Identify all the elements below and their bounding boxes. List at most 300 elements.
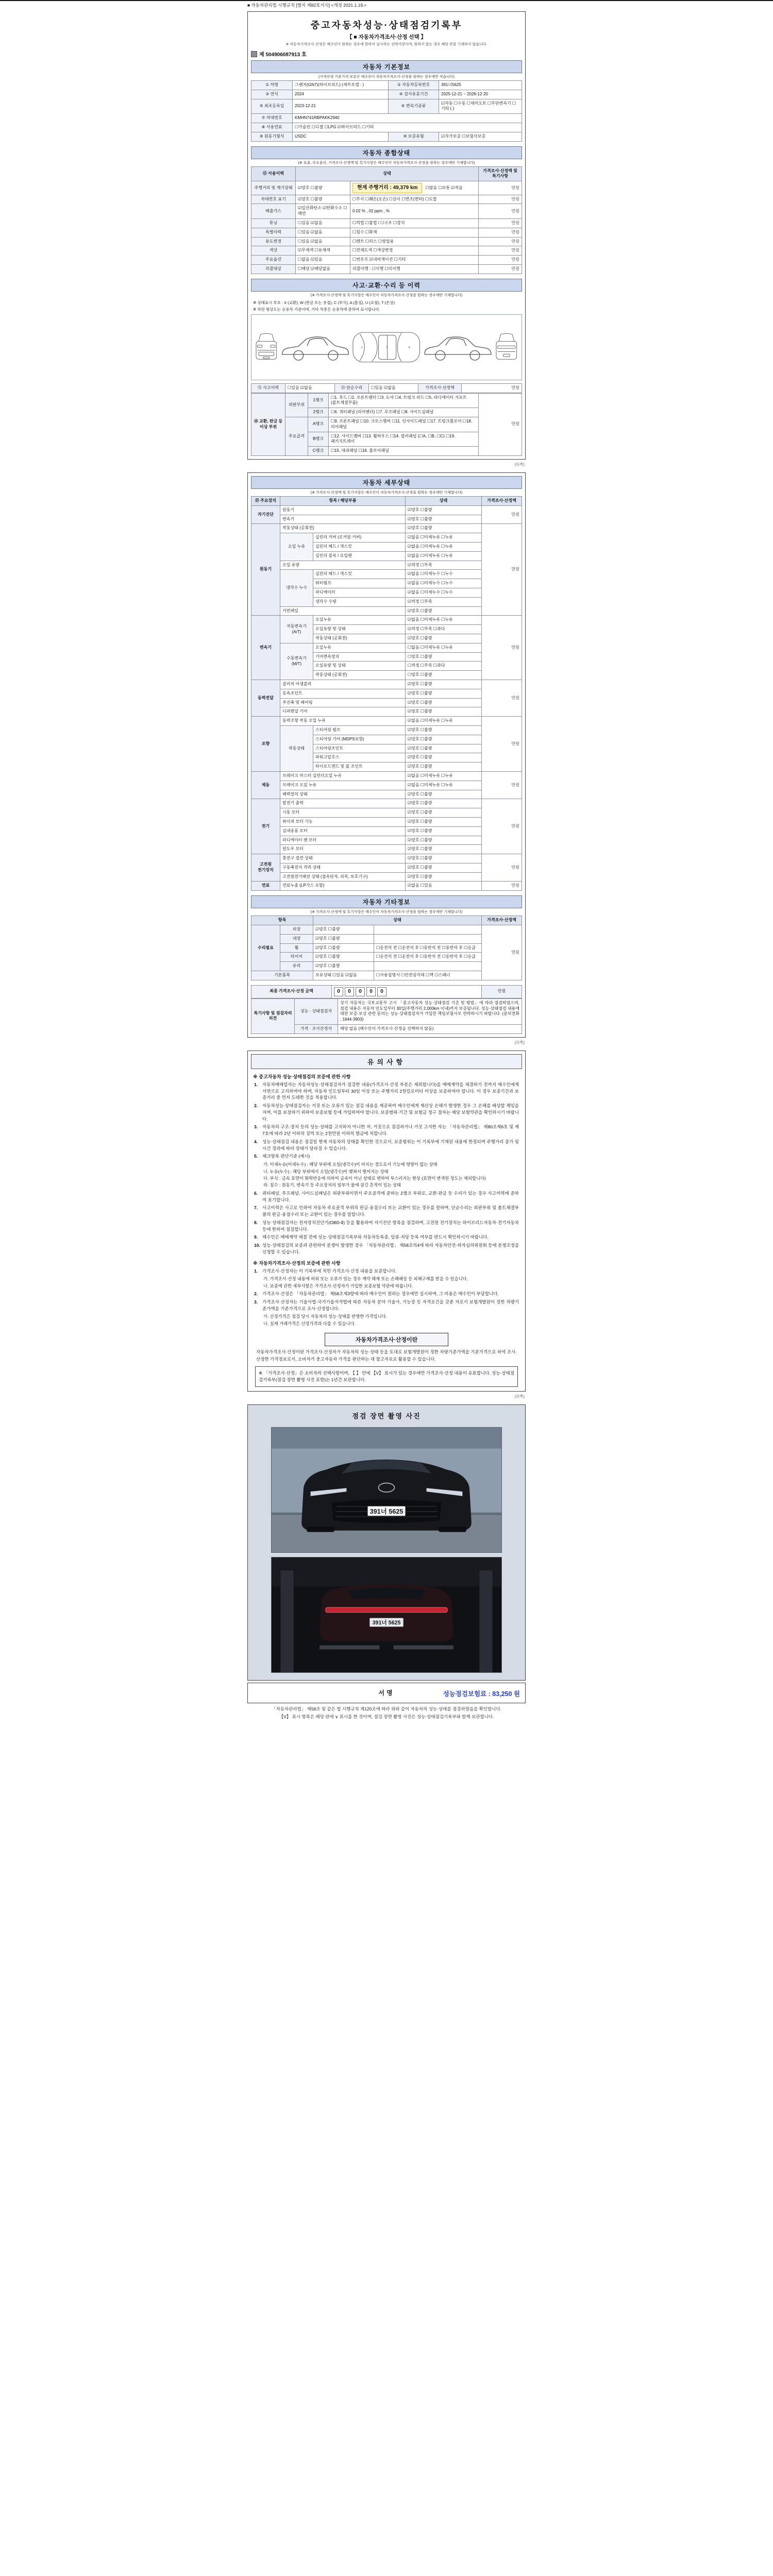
sub-group-label: 작동상태 bbox=[280, 725, 313, 771]
detail-row bbox=[251, 561, 522, 570]
field-value: ☐가솔린 ☐디젤 ☐LPG ☑하이브리드 ☐기타 bbox=[293, 123, 522, 132]
item-name: 고전원전기배선 상태 (접속단자, 피복, 보호기구) bbox=[280, 872, 406, 882]
rank-row bbox=[251, 393, 522, 408]
panel-label: ⑭ 교환, 판금 등 이상 부위 bbox=[251, 393, 285, 455]
notice-item bbox=[254, 1139, 519, 1152]
notice-number: 8. bbox=[254, 1219, 258, 1225]
insurance-fee-value: 83,250 원 bbox=[492, 1690, 520, 1698]
amount-cell: 만원 bbox=[462, 383, 522, 393]
detail-row bbox=[251, 533, 522, 543]
field-label: ⑦ 차대번호 bbox=[251, 114, 293, 123]
field-label: ⑤ 최초등록일 bbox=[251, 99, 293, 114]
price-digits bbox=[334, 987, 388, 996]
status-checkboxes: ☑없음 ☐미세누유 ☐누유 bbox=[406, 533, 482, 543]
rank-label: B랭크 bbox=[308, 432, 329, 447]
item-label: 리콜대상 bbox=[251, 265, 296, 274]
insurance-fee bbox=[443, 1689, 520, 1698]
panel-number-hood: 1 bbox=[361, 346, 363, 349]
status-checkboxes: ☑양호 ☐불량 bbox=[406, 799, 482, 808]
comp-row bbox=[251, 204, 522, 219]
status-checkboxes: ☑양호 ☐불량 bbox=[406, 725, 482, 735]
col-status: 상태 bbox=[296, 166, 479, 181]
notice-number: 10. bbox=[254, 1243, 260, 1248]
notice-number: 1. bbox=[254, 1081, 258, 1087]
col-amount: 가격조사·산정액 및 특기사항 bbox=[479, 166, 522, 181]
status-checkboxes: ☑양호 ☐불량 bbox=[406, 735, 482, 744]
notice-item bbox=[254, 1081, 519, 1101]
notice-intro: ※ 중고자동차 성능·상태점검의 보증에 관한 사항 bbox=[253, 1074, 351, 1079]
item-label: 색상 bbox=[251, 246, 296, 256]
outer-panel-label: 외판부위 bbox=[285, 393, 308, 417]
status-checkboxes: ☑무채색 ☐유채색 bbox=[296, 246, 350, 256]
amount-cell: 만원 bbox=[482, 616, 522, 680]
item-name: 기어변속장치 bbox=[313, 652, 406, 662]
col-major-device: ⑮ 주요장치 bbox=[251, 497, 280, 506]
etc-row bbox=[251, 925, 522, 935]
detail-row bbox=[251, 698, 522, 707]
item-name: 실린더 헤드 / 개스킷 bbox=[313, 543, 406, 552]
rank-items: ☐15. 대쉬패널 ☐16. 플로어패널 bbox=[329, 447, 479, 456]
table-header-row bbox=[251, 166, 522, 181]
item-name: 스티어링조인트 bbox=[313, 744, 406, 753]
detail-row bbox=[251, 781, 522, 790]
detail-row bbox=[251, 854, 522, 863]
price-digit: 0 bbox=[334, 987, 343, 996]
notice-number: 2. bbox=[254, 1103, 258, 1109]
item-detail: ☐렌트 ☐리스 ☐영업용 bbox=[350, 237, 479, 246]
basic-table bbox=[251, 80, 522, 142]
sub-group-label: 자동변속기 (A/T) bbox=[280, 616, 313, 643]
detail-row bbox=[251, 643, 522, 652]
accident-note: (※ 가격조사·산정액 및 특기사항은 매수인이 자동차가격조사·산정을 원하는 경우에만 기재합니다) bbox=[310, 293, 463, 297]
status-checkboxes: ☑적정 ☐부족 bbox=[406, 561, 482, 570]
item-name: 실린더 커버 (로커암 커버) bbox=[313, 533, 406, 543]
diagram-legend: ※ 하단 형상도는 승용차 기준이며, 기타 차종은 승용차에 준하여 표시합니다. bbox=[253, 307, 380, 312]
print-header bbox=[0, 0, 773, 8]
field-value: 391너5625 bbox=[439, 81, 522, 90]
item-label: 배출가스 bbox=[251, 204, 296, 219]
final-price-table bbox=[251, 985, 522, 998]
detail-row bbox=[251, 616, 522, 625]
panel-number-trunk: 4 bbox=[408, 346, 410, 349]
detail-row bbox=[251, 863, 522, 872]
item-name: 워터펌프 bbox=[313, 579, 406, 588]
amount-label: 가격조사·산정액 bbox=[418, 383, 462, 393]
car-rear-view-diagram bbox=[494, 325, 519, 370]
field-label: ① 차명 bbox=[251, 81, 293, 90]
status-checkboxes: ☑양호 ☐불량 bbox=[406, 753, 482, 762]
status-checkboxes: ☑없음 ☐미세누유 ☐누유 bbox=[406, 543, 482, 552]
field-label: ⑨ 원동기형식 bbox=[251, 132, 293, 141]
notice-item bbox=[254, 1299, 519, 1312]
item-detail: 리콜이행 : ☐이행 ☐미이행 bbox=[350, 265, 479, 274]
rank-label: 2랭크 bbox=[308, 408, 329, 417]
notice-item bbox=[254, 1124, 519, 1137]
notice-list bbox=[251, 1081, 522, 1256]
status-checkboxes: ☐적정 ☐부족 ☐과다 bbox=[406, 662, 482, 671]
license-plate-rear: 391너 5625 bbox=[372, 1620, 401, 1626]
status-checkboxes: ☑양호 ☐불량 bbox=[406, 524, 482, 533]
item-detail bbox=[374, 962, 482, 971]
basic-row bbox=[251, 123, 522, 132]
special-notes-label: 특기사항 및 점검자의 의견 bbox=[251, 998, 295, 1033]
notice-subitem: 가. 산정가격은 점검 당시 자동차의 성능·상태를 반영한 가격입니다. bbox=[263, 1314, 387, 1319]
item-label: 주요옵션 bbox=[251, 256, 296, 265]
item-name: 작동상태 (공회전) bbox=[280, 524, 406, 533]
field-label: ⑧ 사용연료 bbox=[251, 123, 293, 132]
notice-number: 4. bbox=[254, 1139, 258, 1144]
status-checkboxes: 보유상태 ☐있음 ☑없음 bbox=[313, 971, 374, 980]
comp-row bbox=[251, 246, 522, 256]
item-detail: ☐부식 ☐훼손(오손) ☐상이 ☐변조(변타) ☐도말 bbox=[350, 195, 479, 204]
amount-cell: 만원 bbox=[482, 717, 522, 772]
item-name: 원동기 bbox=[280, 505, 406, 515]
etc-row bbox=[251, 934, 522, 943]
item-name: 작동상태 (공회전) bbox=[313, 634, 406, 643]
status-checkboxes: ☑적정 ☐부족 bbox=[406, 597, 482, 606]
amount-cell: 만원 bbox=[482, 882, 522, 891]
page-marker: (뒤쪽) bbox=[514, 462, 525, 467]
basic-row bbox=[251, 99, 522, 114]
license-plate-front: 391너 5625 bbox=[369, 1507, 404, 1515]
comp-row bbox=[251, 181, 522, 195]
col-status: 상태 bbox=[313, 916, 482, 925]
sub-group-label: 수동변속기 (M/T) bbox=[280, 643, 313, 680]
final-price-unit: 만원 bbox=[482, 985, 522, 998]
item-name: 오일누유 bbox=[313, 616, 406, 625]
notice-number: 6. bbox=[254, 1190, 258, 1196]
price-digit: 0 bbox=[366, 987, 376, 996]
accident-history-label: ⑫ 사고이력 bbox=[251, 383, 285, 393]
item-name: 오일 유량 bbox=[280, 561, 406, 570]
notice-subitem: 다. 부식 : 금속 표면이 화학반응에 의하여 금속이 아닌 상태로 변하여 부스러지는 현상 (표면이 변색된 정도는 제외합니다) bbox=[263, 1175, 486, 1181]
status-checkboxes: ☐있음 ☑없음 bbox=[296, 228, 350, 237]
detail-title: 자동차 세부상태 bbox=[251, 476, 522, 489]
item-name: 냉각수 수량 bbox=[313, 597, 406, 606]
item-label: 타이어 bbox=[280, 953, 313, 962]
inspection-photo-front bbox=[271, 1427, 502, 1553]
item-name: 추진축 및 베어링 bbox=[280, 698, 406, 707]
detail-row bbox=[251, 680, 522, 689]
col-usage-history: ⑪ 사용이력 bbox=[251, 166, 296, 181]
detail-row bbox=[251, 845, 522, 854]
notice-text: 사고이력은 사고로 인하여 자동차 주요골격 부위의 판금·용접수리 또는 교환이 있는 경우를 말하며, 단순수리는 외판부위 및 볼트체결부품의 판금·용접수리 또는 교환이 있는 경우를 말합니다. bbox=[262, 1205, 519, 1217]
item-detail: ☐썬루프 ☑네비게이션 ☐기타 bbox=[350, 256, 479, 265]
basic-info-note: (가격산정 기준가격 부분은 매수인이 자동차가격조사·산정을 원하는 경우에만 적습니다) bbox=[318, 75, 455, 79]
item-name: 커먼레일 bbox=[280, 606, 406, 616]
status-checkboxes: ☑양호 ☐불량 bbox=[406, 515, 482, 524]
item-label: 휠 bbox=[280, 943, 313, 953]
amount-cell: 만원 bbox=[482, 771, 522, 799]
comprehensive-table bbox=[251, 166, 522, 274]
item-detail: 현재 주행거리 : 49,379 km ☐많음 ☐보통 ☑적음 bbox=[350, 181, 479, 195]
rank-label: A랭크 bbox=[308, 417, 329, 432]
notice-item bbox=[254, 1268, 519, 1275]
item-name: 실린더 헤드 / 개스킷 bbox=[313, 570, 406, 579]
section-detail bbox=[247, 472, 526, 1038]
basic-row bbox=[251, 132, 522, 141]
amount-cell: 만원 bbox=[482, 680, 522, 716]
col-status: 상태 bbox=[406, 497, 482, 506]
rank-items: ☐1. 후드 ☐2. 프론트펜더 ☐3. 도어 ☐4. 트렁크 리드 ☐5. 라디에이터 서포트 (볼트체결부품) bbox=[329, 393, 479, 408]
rank-items: ☐6. 쿼터패널 (리어펜더) ☐7. 루프패널 ☐8. 사이드실패널 bbox=[329, 408, 479, 417]
price-survey-definition-text: 자동차가격조사·산정이란 가격조사·산정자가 자동차의 성능·상태 등을 토대로 보험개발원이 정한 차량기준가액을 기준가격으로 하여 조사·산정한 가격정보로서, 소비자가 중고자동차 가격을 판단하는 데 참고자료로 활용할 수 있습니다. bbox=[256, 1349, 517, 1362]
field-value: 2023-12-21 bbox=[293, 99, 389, 114]
price-guarantee-list bbox=[251, 1268, 522, 1327]
notice-text: 자동차의 구조·장치 등의 성능·상태를 고지하지 아니한 자, 거짓으로 점검하거나 거짓 고지한 자는 「자동차관리법」 제80조제6호 및 제7호에 따라 2년 이하의 징역 또는 2천만원 이하의 벌금에 처합니다. bbox=[262, 1124, 519, 1137]
mileage-highlight: 현재 주행거리 : 49,379 km bbox=[352, 183, 422, 193]
status-checkboxes: ☑없음 ☐미세누유 ☐누유 bbox=[406, 616, 482, 625]
notice-text: 매수인은 매매계약 체결 전에 성능·상태점검기록부와 자동차등록증, 압류·저당 등록 여부를 반드시 확인하시기 바랍니다. bbox=[262, 1234, 489, 1240]
price-digit: 0 bbox=[356, 987, 365, 996]
inspection-photo-rear bbox=[271, 1557, 502, 1673]
comprehensive-note: (※ 효율, 주요옵션, 가격조사·산정액 및 특기사항은 매수인이 자동차가격조사·산정을 원하는 경우에만 기재합니다) bbox=[298, 161, 475, 165]
detail-row bbox=[251, 707, 522, 717]
detail-row bbox=[251, 826, 522, 836]
notice-text: 성능·상태점검 내용은 점검일 현재 자동차의 상태를 확인한 것으로서, 보증범위는 이 기록부에 기재된 내용에 한정되며 주행거리 증가 및 시간 경과에 따라 상태가 달라질 수 있습니다. bbox=[262, 1139, 519, 1151]
basic-row bbox=[251, 90, 522, 99]
simple-repair-value: ☐있음 ☑없음 bbox=[369, 383, 418, 393]
amount-cell: 만원 bbox=[479, 237, 522, 246]
field-value: USDC bbox=[293, 132, 389, 141]
item-name: 실내송풍 모터 bbox=[280, 826, 406, 836]
amount-cell: 만원 bbox=[482, 524, 522, 616]
footer bbox=[247, 1705, 526, 1720]
price-survey-definition-title: 자동차가격조사·산정이란 bbox=[325, 1333, 448, 1346]
comp-row bbox=[251, 228, 522, 237]
price-survey-note: ※ 자동차가격조사·산정은 매수인이 원하는 경우에 한하여 실시하는 선택사항이며, 원하지 않는 경우 해당 란을 기재하지 않습니다. bbox=[285, 43, 488, 46]
status-checkboxes: ☑적정 ☐부족 ☐과다 bbox=[406, 625, 482, 634]
notice-number: 3. bbox=[254, 1124, 258, 1130]
detail-row bbox=[251, 808, 522, 818]
state-code-legend: ※ 상태표시 부호 : X (교환), W (판금 또는 용접), C (부식), A (흠집), U (요철), T (손상) bbox=[253, 300, 395, 305]
item-label: 튜닝 bbox=[251, 219, 296, 228]
detail-row bbox=[251, 505, 522, 515]
car-left-side-view-diagram bbox=[279, 325, 351, 370]
section-notice bbox=[247, 1050, 526, 1392]
notice-subitem: 나. 보증에 관한 세부사항은 가격조사·산정자가 가입한 보증보험 약관에 따릅니다. bbox=[263, 1283, 413, 1289]
form-reference: ■ 자동차관리법 시행규칙 [별지 제82호서식] <개정 2021.1.19.> bbox=[247, 3, 367, 8]
panel-rank-table bbox=[251, 393, 522, 456]
rank-items: ☐9. 프론트패널 ☐10. 크로스멤버 ☐11. 인사이드패널 ☐17. 트렁크플로어 ☐18. 리어패널 bbox=[329, 417, 479, 432]
notice-number: 5. bbox=[254, 1154, 258, 1159]
table-header-row bbox=[251, 916, 522, 925]
item-name: 연료누출 (LP가스 포함) bbox=[280, 882, 406, 891]
status-checkboxes: ☑양호 ☐불량 bbox=[406, 808, 482, 818]
item-label: 특별이력 bbox=[251, 228, 296, 237]
notice-text: 성능·상태점검자는 전자장치진단기(OBD-Ⅱ) 등을 활용하여 자기진단 항목을 점검하며, 고전원 전기장치는 하이브리드자동차·전기자동차 등에 한하여 점검합니다. bbox=[262, 1219, 519, 1232]
status-checkboxes: ☐있음 ☑없음 bbox=[296, 237, 350, 246]
table-header-row bbox=[251, 497, 522, 506]
footer-line-1: 「자동차관리법」 제58조 및 같은 법 시행규칙 제120조에 따라 위와 같이 자동차의 성능·상태를 점검하였음을 확인합니다. bbox=[271, 1706, 502, 1712]
notice-text: 성능·상태점검의 보증과 관련하여 분쟁이 발생한 경우 「자동차관리법」 제58조의4에 따라 자동차안전·하자심의위원회 등에 분쟁조정을 신청할 수 있습니다. bbox=[262, 1243, 519, 1255]
price-guarantee-title: ※ 자동차가격조사·산정의 보증에 관한 사항 bbox=[253, 1260, 341, 1266]
notice-number: 3. bbox=[254, 1299, 258, 1304]
signature-row bbox=[248, 1683, 525, 1703]
group-label: 고전원 전기장치 bbox=[251, 854, 280, 882]
item-name: 와이퍼 모터 기능 bbox=[280, 817, 406, 826]
notice-text: 가격조사·산정은 「자동차관리법」 제58조제3항에 따라 매수인이 원하는 경우에만 실시하며, 그 비용은 매수인이 부담합니다. bbox=[262, 1291, 499, 1297]
status-checkboxes: ☑없음 ☐미세누유 ☐누유 bbox=[406, 771, 482, 781]
detail-note: (※ 가격조사·산정액 및 특기사항은 매수인이 자동차가격조사·산정을 원하는 경우에만 기재합니다) bbox=[310, 491, 463, 495]
status-checkboxes: ☑양호 ☐불량 bbox=[406, 606, 482, 616]
notice-number: 1. bbox=[254, 1268, 258, 1274]
basic-row bbox=[251, 114, 522, 123]
detail-row bbox=[251, 606, 522, 616]
status-checkboxes: ☑없음 ☐있음 bbox=[406, 882, 482, 891]
section-photos bbox=[247, 1404, 526, 1681]
item-name: 브레이크 오일 누유 bbox=[280, 781, 406, 790]
final-price-row bbox=[251, 985, 522, 998]
basic-info-title: 자동차 기본정보 bbox=[251, 60, 522, 73]
car-top-view-diagram bbox=[351, 320, 422, 375]
amount-cell: 만원 bbox=[479, 219, 522, 228]
price-digit: 0 bbox=[345, 987, 354, 996]
accident-history-value: ☐있음 ☑없음 bbox=[285, 383, 335, 393]
amount-cell: 만원 bbox=[479, 246, 522, 256]
doc-number bbox=[251, 50, 522, 58]
notice-item bbox=[254, 1242, 519, 1256]
col-amount: 가격조사·산정액 bbox=[482, 497, 522, 506]
field-label: ④ 검사유효기간 bbox=[389, 90, 439, 99]
item-name: 라디에이터 팬 모터 bbox=[280, 836, 406, 845]
amount-cell: 만원 bbox=[482, 505, 522, 524]
document-icon bbox=[251, 51, 257, 57]
group-label: 자기진단 bbox=[251, 505, 280, 524]
item-detail: ☐전체도색 ☐색상변경 bbox=[350, 246, 479, 256]
status-checkboxes: ☑양호 ☐불량 bbox=[296, 195, 350, 204]
status-checkboxes: ☑양호 ☐불량 bbox=[406, 854, 482, 863]
status-checkboxes: ☐양호 ☐불량 bbox=[406, 652, 482, 662]
status-checkboxes: ☑양호 ☐불량 bbox=[406, 790, 482, 799]
item-name: 배력장치 상태 bbox=[280, 790, 406, 799]
status-checkboxes: ☑양호 ☐불량 bbox=[406, 845, 482, 854]
item-name: 등속조인트 bbox=[280, 689, 406, 698]
etc-title: 자동차 기타정보 bbox=[251, 895, 522, 908]
notice-subitem: 가. 미세누유(미세누수) : 해당 부위에 오일(냉각수)이 비치는 정도로서 기능에 영향이 없는 상태 bbox=[263, 1162, 438, 1167]
status-checkboxes: ☑양호 ☐불량 bbox=[406, 698, 482, 707]
doc-number-text: 제 504906087913 호 bbox=[259, 52, 307, 58]
car-front-view-diagram bbox=[254, 325, 279, 370]
item-name: 디퍼렌셜 기어 bbox=[280, 707, 406, 717]
detail-table bbox=[251, 496, 522, 891]
amount-cell: 만원 bbox=[482, 925, 522, 980]
detail-row bbox=[251, 717, 522, 726]
status-checkboxes: ☑양호 ☐불량 bbox=[313, 934, 374, 943]
status-checkboxes: ☑양호 ☐불량 bbox=[313, 962, 374, 971]
price-survey-definition-note: ※ 「가격조사·산정」은 소비자의 선택사항이며, 【 】 안에 【V】 표시가 있는 경우에만 가격조사·산정 내용이 유효합니다. 성능·상태점검기록부(점검 장면 촬영 사진 포함)는 1년간 보관합니다. bbox=[255, 1366, 518, 1387]
item-detail: ☐침수 ☐화재 bbox=[350, 228, 479, 237]
price-survey-select: 【 ■ 자동차가격조사·산정 선택 】 bbox=[346, 34, 427, 40]
status-checkboxes: ☑양호 ☐불량 bbox=[313, 953, 374, 962]
etc-row bbox=[251, 971, 522, 980]
status-checkboxes: ☑없음 ☐미세누유 ☐누유 bbox=[406, 551, 482, 561]
detail-row bbox=[251, 790, 522, 799]
notice-text: 쿼터패널, 루프패널, 사이드실패널은 외판부위이면서 주요골격에 준하는 2랭크 부위로, 교환·판금 등 수리가 있는 경우 사고이력에 준하여 표기합니다. bbox=[262, 1190, 519, 1202]
field-label: ⑩ 보증유형 bbox=[389, 132, 439, 141]
rank-label: C랭크 bbox=[308, 447, 329, 456]
status-checkboxes: ☑양호 ☐불량 bbox=[313, 925, 374, 935]
field-label: ② 자동차등록번호 bbox=[389, 81, 439, 90]
item-label: 유리 bbox=[280, 962, 313, 971]
status-checkboxes: ☐있음 ☑없음 bbox=[296, 219, 350, 228]
status-checkboxes: ☑양호 ☐불량 bbox=[406, 836, 482, 845]
accident-title: 사고·교환·수리 등 이력 bbox=[251, 279, 522, 292]
comp-row bbox=[251, 256, 522, 265]
final-price-label: 최종 가격조사·산정 금액 bbox=[251, 985, 332, 998]
price-assessor-label: 가격 · 조사산정자 bbox=[295, 1025, 338, 1034]
detail-row bbox=[251, 882, 522, 891]
rank-items: ☐12. 사이드멤버 ☐13. 휠하우스 ☐14. 필러패널 (☐A, ☐B, ☐C) ☐19. 패키지트레이 bbox=[329, 432, 479, 447]
price-digit: 0 bbox=[377, 987, 386, 996]
item-label: 주행거리 및 계기상태 bbox=[251, 181, 296, 195]
notice-subitem: 나. 누유(누수) : 해당 부위에서 오일(냉각수)이 맺혀서 떨어지는 상태 bbox=[263, 1168, 389, 1174]
item-name: 실린더 블록 / 오일팬 bbox=[313, 551, 406, 561]
status-checkboxes: ☑양호 ☐불량 bbox=[406, 863, 482, 872]
detail-row bbox=[251, 725, 522, 735]
item-name: 변속기 bbox=[280, 515, 406, 524]
field-value: ☑자가보증 ☐보험사보증 bbox=[439, 132, 522, 141]
page-marker: (뒤쪽) bbox=[514, 1394, 525, 1399]
item-name: 브레이크 마스터 실린더오일 누유 bbox=[280, 771, 406, 781]
group-label: 연료 bbox=[251, 882, 280, 891]
col-amount: 가격조사·산정액 bbox=[482, 916, 522, 925]
item-detail: ☐운전석 전 ☐운전석 후 ☐동반석 전 ☐동반석 후 ☐응급 bbox=[374, 943, 482, 953]
accident-history-row bbox=[251, 383, 522, 393]
notice-text: 자동차매매업자는 자동차성능·상태점검자가 점검한 내용(가격조사·산정 부분은 제외합니다)을 매매계약을 체결하기 전까지 매수인에게 서면으로 고지하여야 하며, 자동차 인도일부터 30일 이상 또는 주행거리 2천킬로미터 이상을 보증하여야 합니다. 이 경우 보증기간과 보증거리 중 먼저 도래한 것을 적용합니다. bbox=[262, 1081, 519, 1100]
status-checkboxes: ☐양호 ☐불량 bbox=[406, 671, 482, 680]
basic-row bbox=[251, 81, 522, 90]
notice-subitem: 나. 실제 거래가격은 산정가격과 다를 수 있습니다. bbox=[263, 1320, 356, 1326]
etc-row bbox=[251, 962, 522, 971]
detail-row bbox=[251, 836, 522, 845]
status-checkboxes: ☑없음 ☐미세누유 ☐누유 bbox=[406, 717, 482, 726]
field-value: 그랜저(GN7)(하이브리드) (세부모델 : ) bbox=[293, 81, 389, 90]
status-checkboxes: ☑양호 ☐불량 bbox=[296, 181, 350, 195]
status-checkboxes: ☑양호 ☐불량 bbox=[406, 744, 482, 753]
detail-row bbox=[251, 689, 522, 698]
amount-cell: 만원 bbox=[479, 265, 522, 274]
detail-row bbox=[251, 872, 522, 882]
page-title: 중고자동차성능·상태점검기록부 bbox=[310, 20, 463, 30]
page-marker: (뒤쪽) bbox=[514, 1040, 525, 1045]
status-checkboxes: ☑양호 ☐불량 bbox=[406, 680, 482, 689]
detail-row bbox=[251, 799, 522, 808]
item-detail: ☐적법 ☐불법 / ☐구조 ☐장치 bbox=[350, 219, 479, 228]
item-label: 용도변경 bbox=[251, 237, 296, 246]
final-price-value bbox=[332, 985, 482, 998]
group-label: 제동 bbox=[251, 771, 280, 799]
comp-row bbox=[251, 195, 522, 204]
status-checkboxes: ☑양호 ☐불량 bbox=[406, 689, 482, 698]
item-label: 차대번호 표기 bbox=[251, 195, 296, 204]
amount-cell: 만원 bbox=[479, 181, 522, 195]
group-label: 전기 bbox=[251, 799, 280, 854]
comprehensive-title: 자동차 종합상태 bbox=[251, 146, 522, 159]
notice-item bbox=[254, 1103, 519, 1122]
etc-table bbox=[251, 916, 522, 980]
notice-item bbox=[254, 1291, 519, 1297]
notice-item bbox=[254, 1190, 519, 1204]
item-label: 기본품목 bbox=[251, 971, 313, 980]
photos-title: 점검 장면 촬영 사진 bbox=[352, 1412, 421, 1420]
detail-row bbox=[251, 817, 522, 826]
status-checkboxes: ☐없음 ☐미세누유 ☐누유 bbox=[406, 643, 482, 652]
field-value: KMHN741RBPAKK2940 bbox=[293, 114, 522, 123]
notice-item bbox=[254, 1219, 519, 1233]
item-name: 스티어링 펌프 bbox=[313, 725, 406, 735]
etc-row bbox=[251, 953, 522, 962]
